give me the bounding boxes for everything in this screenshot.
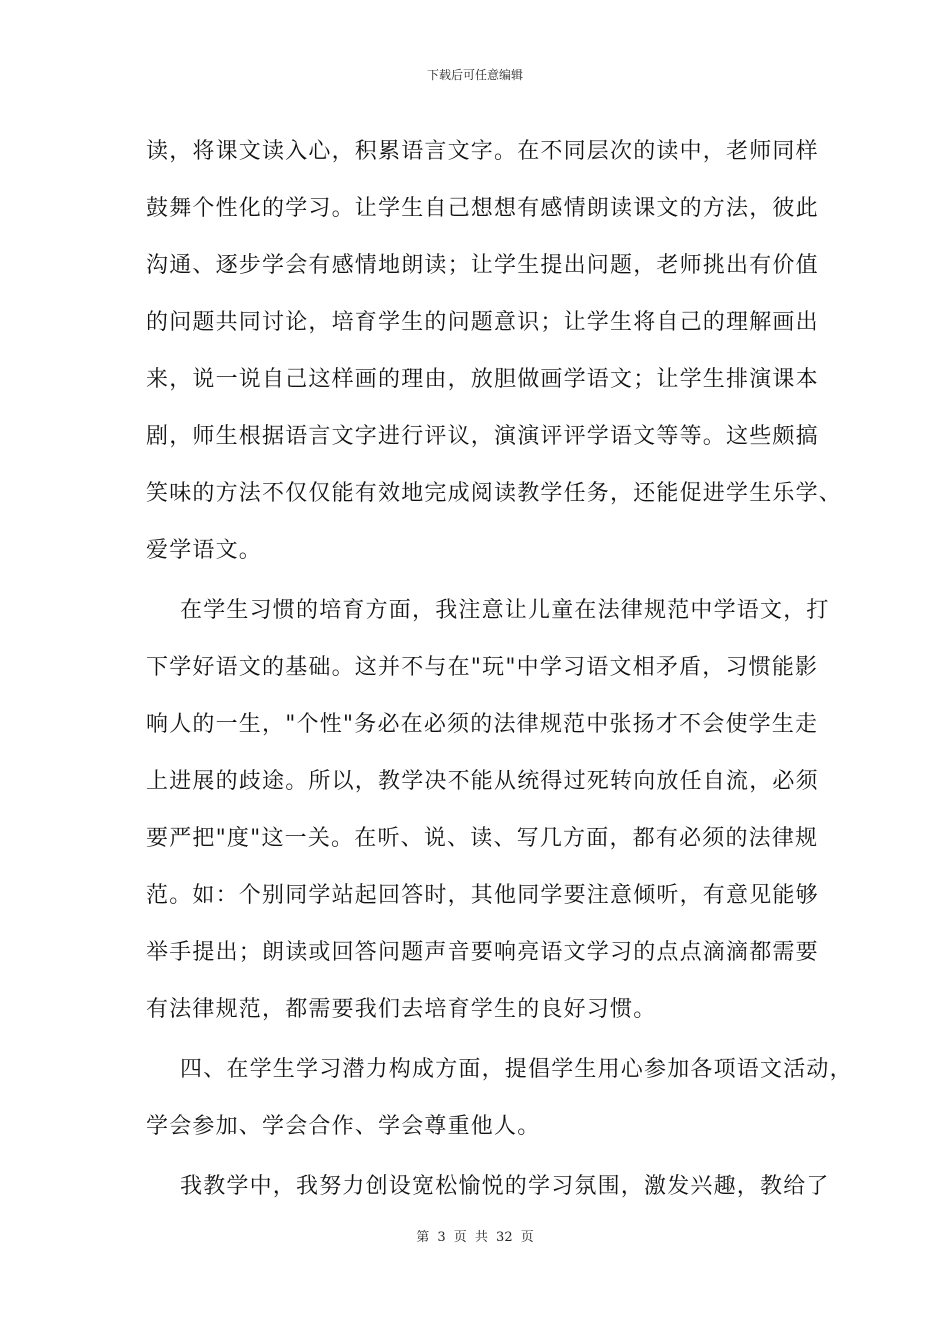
- paragraph-line: 读，将课文读入心，积累语言文字。在不同层次的读中，老师同样: [146, 139, 819, 164]
- paragraph-line: 的问题共同讨论，培育学生的问题意识；让学生将自己的理解画出: [146, 310, 819, 335]
- paragraph-line: 学会参加、学会合作、学会尊重他人。: [146, 1114, 541, 1139]
- paragraph-line: 沟通、逐步学会有感情地朗读；让学生提出问题，老师挑出有价值: [146, 253, 819, 278]
- paragraph-line: 范。如：个别同学站起回答时，其他同学要注意倾听，有意见能够: [146, 883, 819, 908]
- page-footer: 第 3 页 共 32 页: [416, 1230, 534, 1245]
- paragraph-line: 在学生习惯的培育方面，我注意让儿童在法律规范中学语文，打: [180, 598, 830, 623]
- document-body: [146, 128, 853, 1220]
- paragraph-line: 上进展的歧途。所以，教学决不能从统得过死转向放任自流，必须: [146, 769, 819, 794]
- paragraph-line: 举手提出；朗读或回答问题声音要响亮语文学习的点点滴滴都需要: [146, 940, 819, 965]
- paragraph-line: 四、在学生学习潜力构成方面，提倡学生用心参加各项语文活动，: [180, 1057, 853, 1082]
- page-header: 下载后可任意编辑: [426, 68, 523, 82]
- paragraph-line: 有法律规范，都需要我们去培育学生的良好习惯。: [146, 997, 657, 1022]
- paragraph-line: 剧，师生根据语言文字进行评议，演演评评学语文等等。这些颇搞: [146, 424, 819, 449]
- paragraph-line: 响人的一生，"个性"务必在必须的法律规范中张扬才不会使学生走: [146, 712, 819, 737]
- paragraph-line: 爱学语文。: [146, 538, 263, 563]
- paragraph-line: 要严把"度"这一关。在听、说、读、写几方面，都有必须的法律规: [146, 826, 819, 851]
- paragraph-line: 来，说一说自己这样画的理由，放胆做画学语文；让学生排演课本: [146, 367, 819, 392]
- paragraph-line: 鼓舞个性化的学习。让学生自己想想有感情朗读课文的方法，彼此: [146, 196, 819, 221]
- paragraph-line: 我教学中，我努力创设宽松愉悦的学习氛围，激发兴趣，教给了: [180, 1174, 830, 1199]
- paragraph-line: 笑味的方法不仅仅能有效地完成阅读教学任务，还能促进学生乐学、: [146, 481, 843, 506]
- paragraph-line: 下学好语文的基础。这并不与在"玩"中学习语文相矛盾，习惯能影: [146, 655, 819, 680]
